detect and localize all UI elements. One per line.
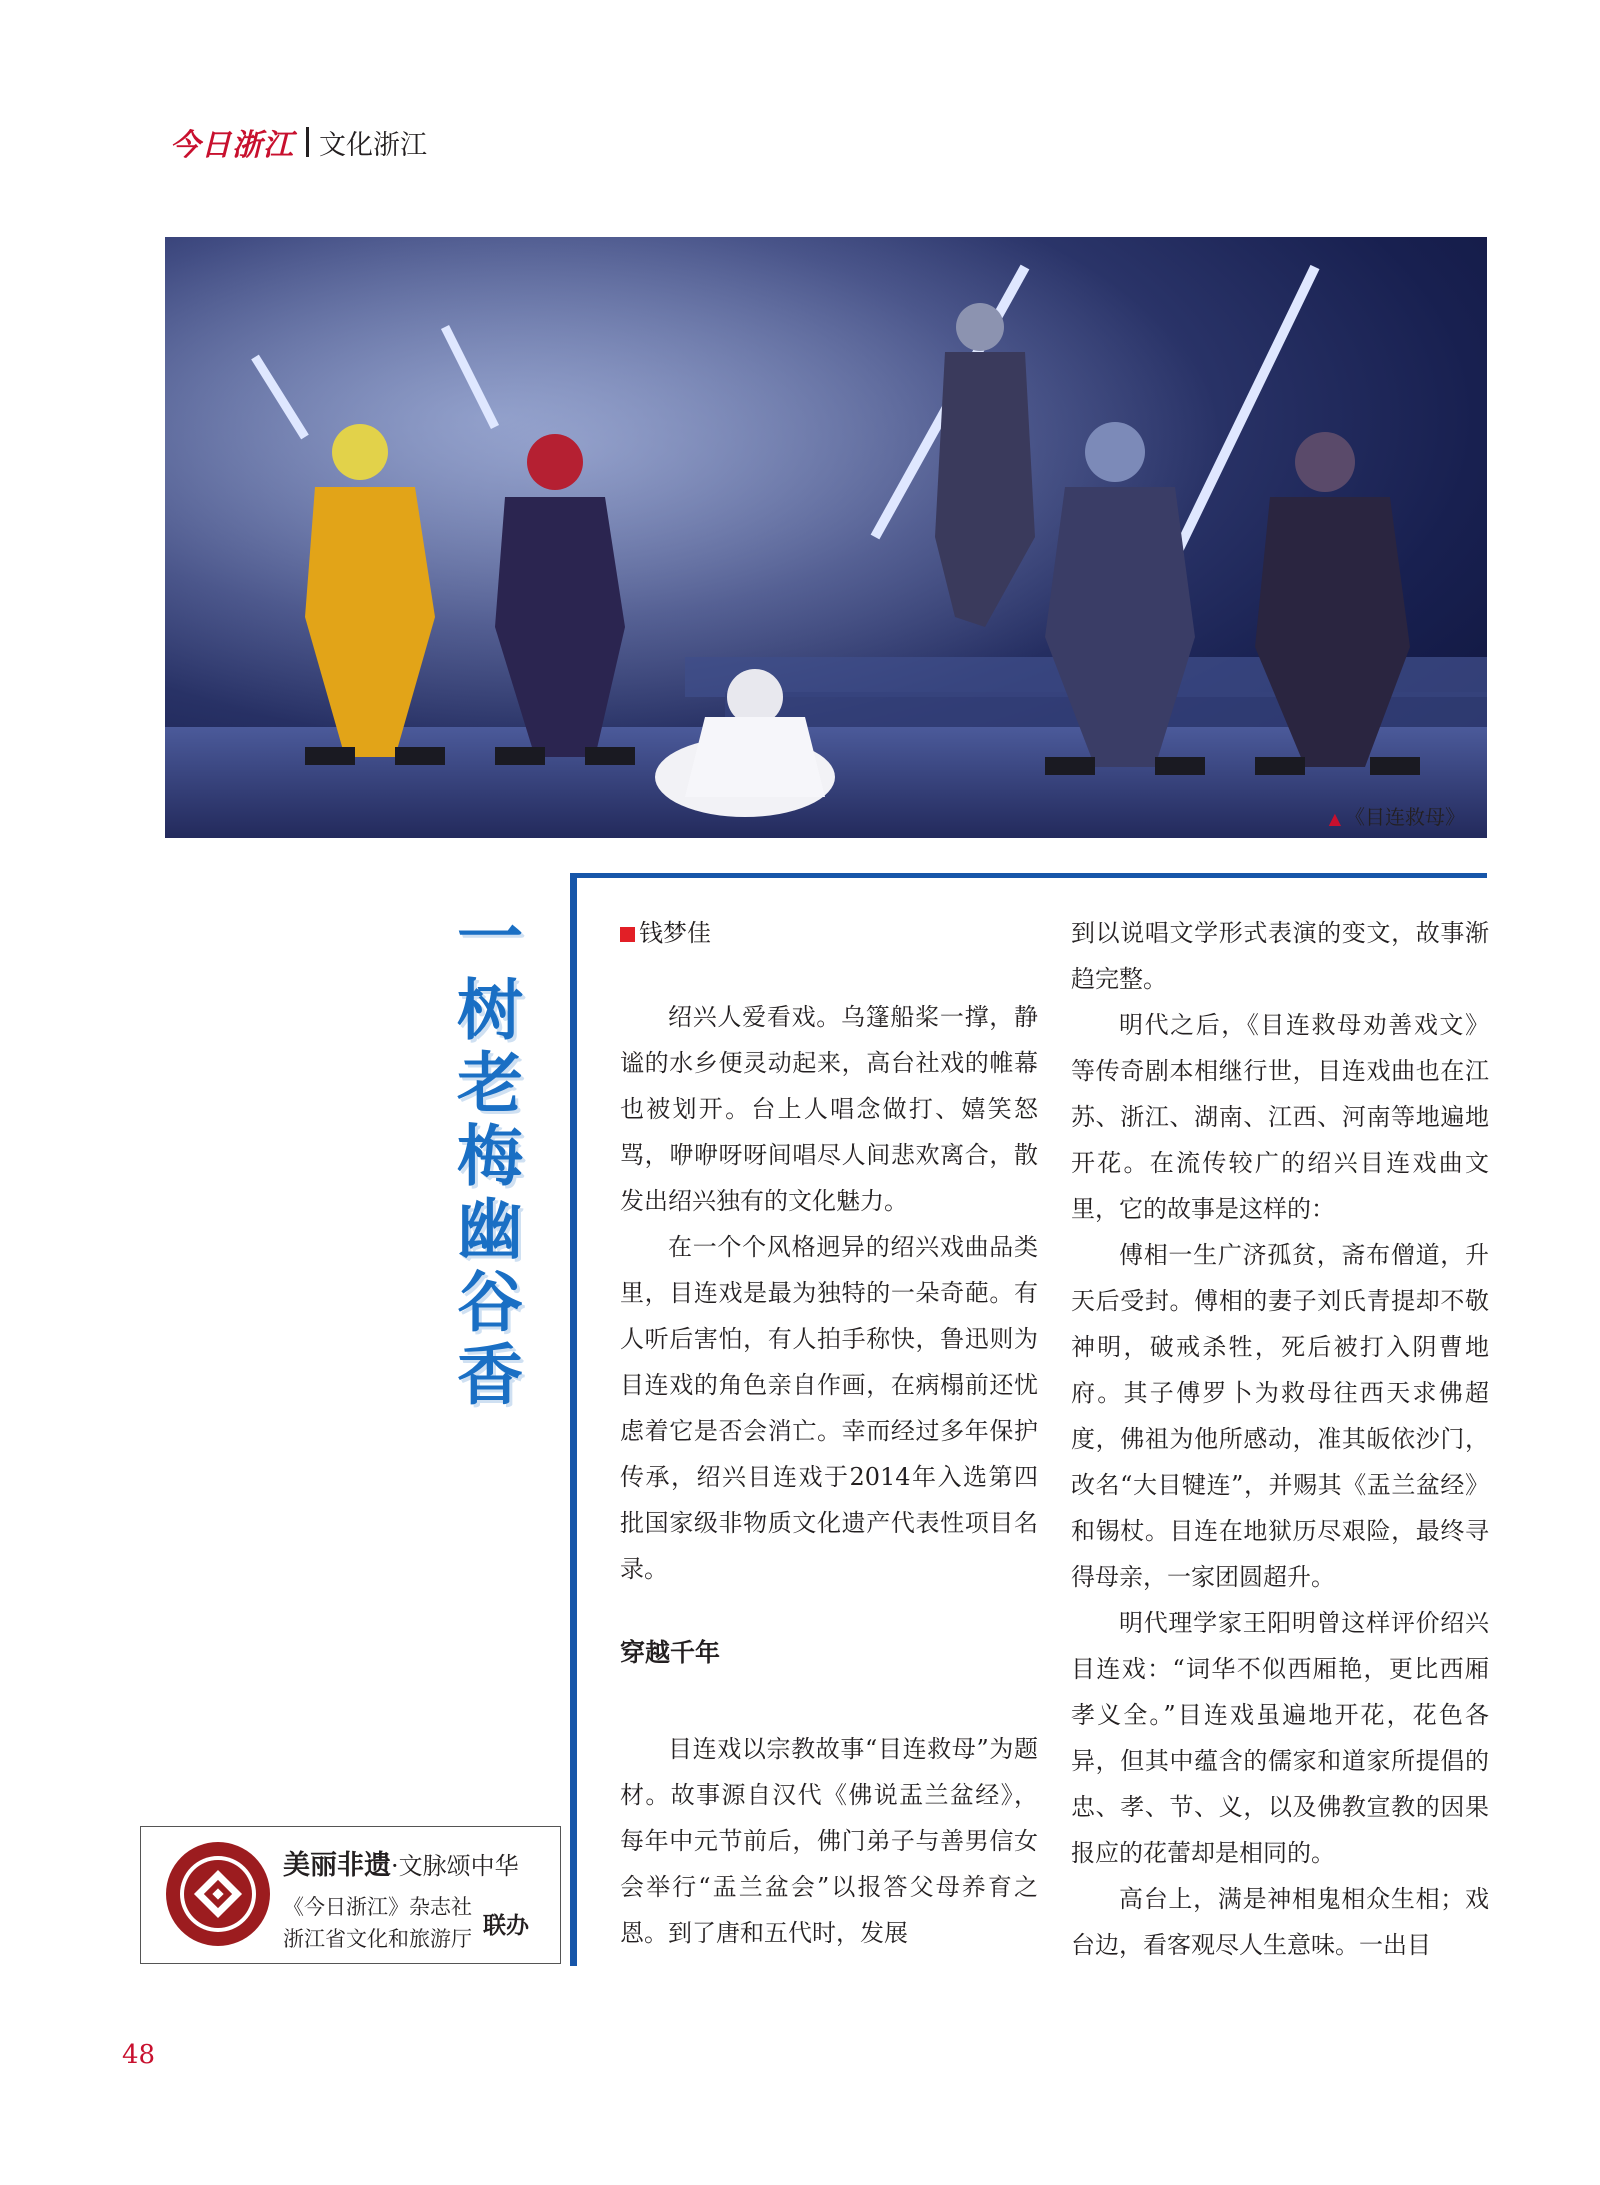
- subheading: 穿越千年: [620, 1638, 721, 1667]
- section-name: 文化浙江: [319, 129, 427, 161]
- title-char: 香: [457, 1337, 523, 1414]
- column-rule-top: [570, 873, 1487, 878]
- text-column-2: [1071, 910, 1489, 1968]
- magazine-brand: 今日浙江: [170, 128, 294, 163]
- photo-caption: [1329, 801, 1465, 830]
- text-column-1: [620, 910, 1038, 1956]
- partner-org-2: 浙江省文化和旅游厅: [283, 1927, 472, 1951]
- partner-slogan: 美丽非遗·文脉颂中华: [283, 1850, 519, 1881]
- author-name: 钱梦佳: [639, 919, 711, 947]
- caption-triangle-icon: ▲: [1328, 809, 1341, 828]
- paragraph: 高台上，满是神相鬼相众生相；戏台边，看客观尽人生意味。一出目: [1071, 1885, 1489, 1959]
- header-divider: [306, 127, 309, 157]
- title-char: 一: [457, 899, 523, 976]
- title-char: 老: [457, 1045, 523, 1122]
- stage-photo: [165, 237, 1487, 838]
- partner-org-1: 《今日浙江》杂志社: [283, 1895, 472, 1919]
- partner-box: [140, 1826, 561, 1964]
- caption-text: 《目连救母》: [1345, 805, 1465, 829]
- page-number: 48: [122, 2040, 156, 2070]
- column-rule-left: [570, 873, 577, 1966]
- slogan-b: 文脉颂中华: [398, 1852, 519, 1880]
- paragraph: 绍兴人爱看戏。乌篷船桨一撑，静谧的水乡便灵动起来，高台社戏的帷幕也被划开。台上人唱念做打、嬉笑怒骂，咿咿呀呀间唱尽人间悲欢离合，散发出绍兴独有的文化魅力。: [620, 1003, 1038, 1215]
- heritage-seal-icon: [163, 1839, 273, 1949]
- article-title: [435, 899, 545, 1416]
- paragraph: 在一个个风格迥异的绍兴戏曲品类里，目连戏是最为独特的一朵奇葩。有人听后害怕，有人拍手称快，鲁迅则为目连戏的角色亲自作画，在病榻前还忧虑着它是否会消亡。幸而经过多年保护传承，绍兴目连戏于2014年入选第四批国家级非物质文化遗产代表性项目名录。: [620, 1233, 1038, 1583]
- title-char: 树: [457, 972, 523, 1049]
- title-char: 梅: [457, 1118, 523, 1195]
- red-square-icon: [620, 927, 635, 942]
- partner-joint-label: 联办: [483, 1913, 529, 1939]
- paragraph: 明代之后，《目连救母劝善戏文》等传奇剧本相继行世，目连戏曲也在江苏、浙江、湖南、江西、河南等地遍地开花。在流传较广的绍兴目连戏曲文里，它的故事是这样的：: [1071, 1011, 1489, 1223]
- paragraph: 明代理学家王阳明曾这样评价绍兴目连戏：“词华不似西厢艳，更比西厢孝义全。”目连戏虽遍地开花，花色各异，但其中蕴含的儒家和道家所提倡的忠、孝、节、义，以及佛教宣教的因果报应的花蕾却是相同的。: [1071, 1609, 1489, 1867]
- slogan-a: 美丽非遗: [283, 1850, 391, 1881]
- paragraph: 目连戏以宗教故事“目连救母”为题材。故事源自汉代《佛说盂兰盆经》，每年中元节前后，佛门弟子与善男信女会举行“盂兰盆会”以报答父母养育之恩。到了唐和五代时，发展: [620, 1735, 1038, 1947]
- paragraph: 傅相一生广济孤贫，斋布僧道，升天后受封。傅相的妻子刘氏青提却不敬神明，破戒杀牲，死后被打入阴曹地府。其子傅罗卜为救母往西天求佛超度，佛祖为他所感动，准其皈依沙门，改名“大目犍连”，并赐其《盂兰盆经》和锡杖。目连在地狱历尽艰险，最终寻得母亲，一家团圆超升。: [1071, 1241, 1489, 1591]
- author-line: [620, 910, 1038, 956]
- paragraph-continued: 到以说唱文学形式表演的变文，故事渐趋完整。: [1071, 919, 1489, 993]
- page-header: [170, 122, 427, 162]
- title-char: 幽: [457, 1191, 523, 1268]
- title-char: 谷: [457, 1264, 523, 1341]
- stage-photo-illustration: [165, 237, 1487, 838]
